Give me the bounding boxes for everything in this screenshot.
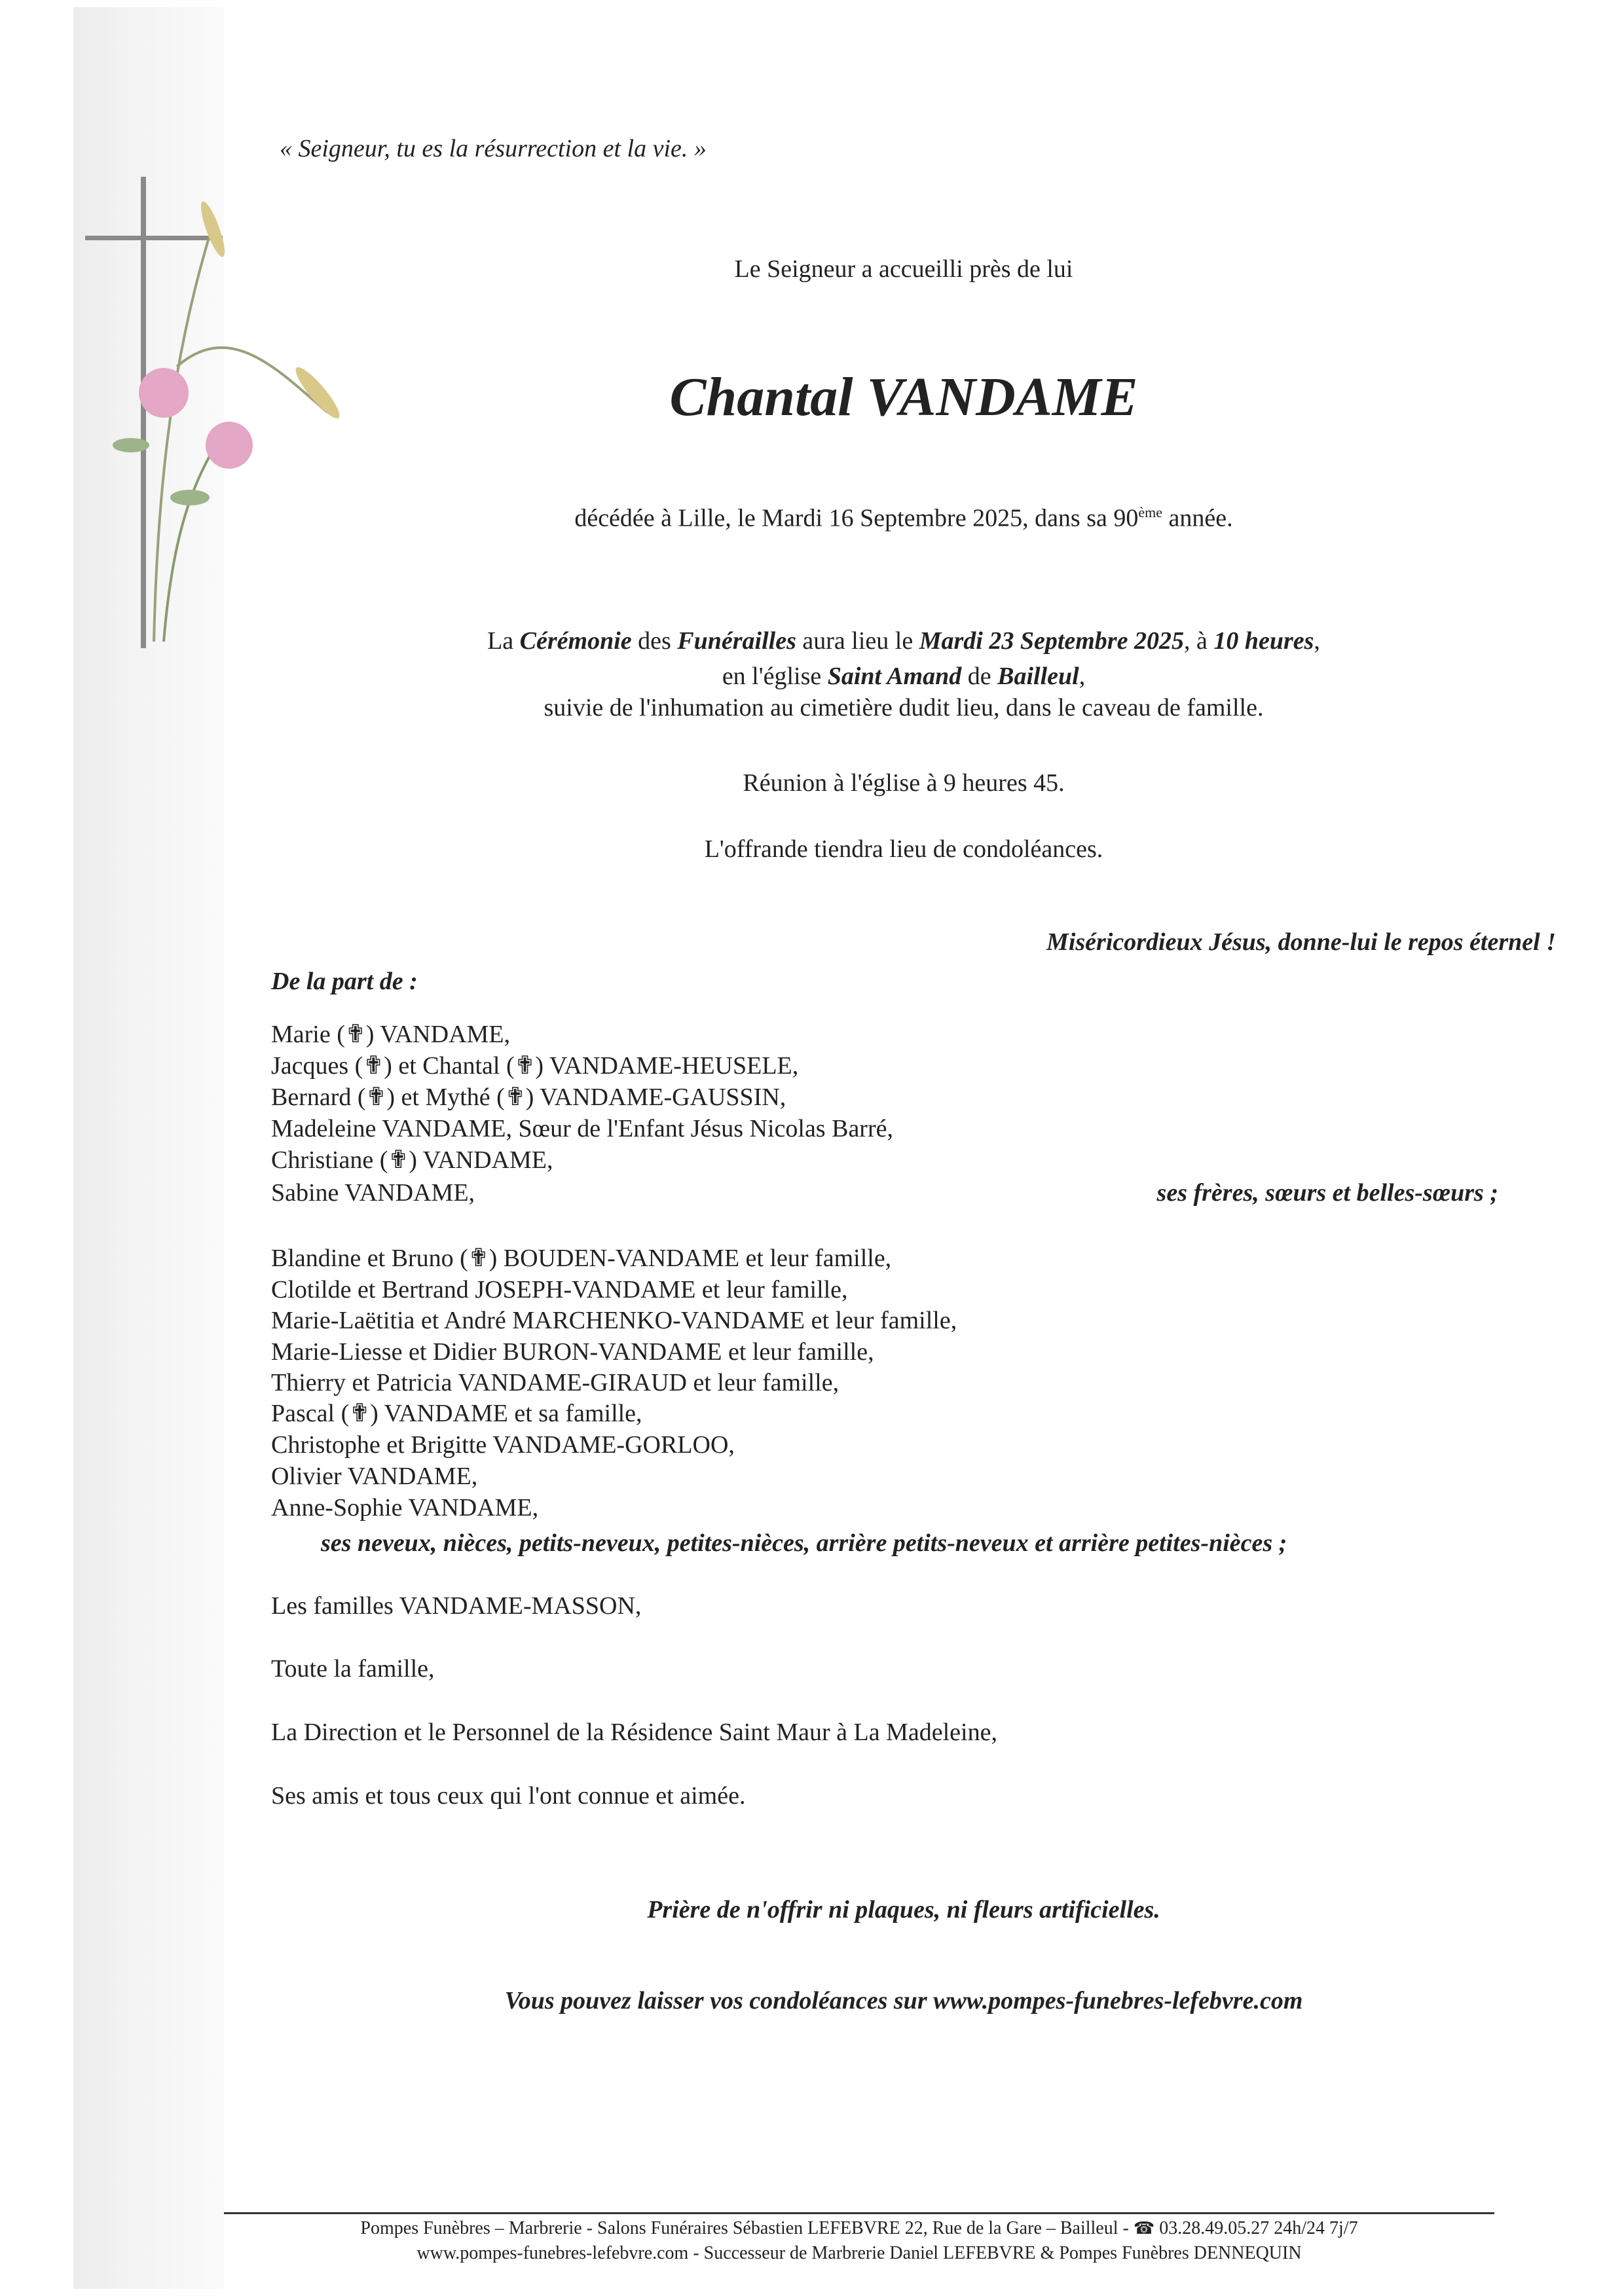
death-sup: ème xyxy=(1138,504,1163,520)
other-mourner: La Direction et le Personnel de la Résidence Saint Maur à La Madeleine, xyxy=(271,1719,997,1746)
text: de xyxy=(961,663,998,690)
other-mourner: Les familles VANDAME-MASSON, xyxy=(271,1592,642,1620)
footer-address: Pompes Funèbres – Marbrerie - Salons Funéraires Sébastien LEFEBVRE 22, Rue de la Gare – Bailleul - xyxy=(360,2218,1134,2238)
death-text: décédée à Lille, le Mardi 16 Septembre 2025, dans sa 90 xyxy=(574,504,1139,532)
reunion-line: Réunion à l'église à 9 heures 45. xyxy=(743,769,1065,797)
other-mourner: Toute la famille, xyxy=(271,1655,435,1683)
sibling-item: Sabine VANDAME, xyxy=(271,1179,475,1207)
footer-rule xyxy=(224,2212,1494,2214)
phone-icon: ☎ xyxy=(1133,2219,1155,2238)
sibling-item: Madeleine VANDAME, Sœur de l'Enfant Jésus Nicolas Barré, xyxy=(271,1115,893,1142)
other-mourner: Ses amis et tous ceux qui l'ont connue et aimée. xyxy=(271,1782,746,1810)
nephew-item: Blandine et Bruno (✟) BOUDEN-VANDAME et leur famille, xyxy=(271,1245,892,1272)
nephew-item: Christophe et Brigitte VANDAME-GORLOO, xyxy=(271,1431,735,1459)
wheat-stem xyxy=(154,236,210,642)
church-name: Saint Amand xyxy=(827,663,962,690)
scripture-quote: « Seigneur, tu es la résurrection et la vie. » xyxy=(280,135,707,162)
text: aura lieu le xyxy=(796,627,919,655)
from-label: De la part de : xyxy=(271,968,418,995)
text: , xyxy=(1079,663,1086,690)
offrande-line: L'offrande tiendra lieu de condoléances. xyxy=(704,835,1103,863)
town-name: Bailleul xyxy=(997,663,1079,690)
text: Funérailles xyxy=(677,627,796,655)
footer-line-2: www.pompes-funebres-lefebvre.com - Successeur de Marbrerie Daniel LEFEBVRE & Pompes Funèbres DENNEQUIN xyxy=(416,2243,1302,2263)
nephew-item: Clotilde et Bertrand JOSEPH-VANDAME et leur famille, xyxy=(271,1276,848,1303)
ceremony-date: Mardi 23 Septembre 2025 xyxy=(919,627,1184,655)
nephew-item: Olivier VANDAME, xyxy=(271,1463,478,1490)
ceremony-line-1 xyxy=(249,629,1559,653)
text: , xyxy=(1314,627,1320,655)
condolences-line: Vous pouvez laisser vos condoléances sur www.pompes-funebres-lefebvre.com xyxy=(504,1987,1303,2014)
text: des xyxy=(631,627,678,655)
pink-flower xyxy=(139,368,189,418)
death-end: année. xyxy=(1162,504,1233,532)
siblings-label: ses frères, sœurs et belles-sœurs ; xyxy=(1156,1179,1498,1207)
intro-line: Le Seigneur a accueilli près de lui xyxy=(734,255,1073,283)
death-line xyxy=(249,505,1559,531)
prayer-line: Miséricordieux Jésus, donne-lui le repos éternel ! xyxy=(1046,928,1556,956)
text: Cérémonie xyxy=(519,627,632,655)
ceremony-time: 10 heures xyxy=(1213,627,1314,655)
nephew-item: Pascal (✟) VANDAME et sa famille, xyxy=(271,1400,642,1427)
sibling-item: Christiane (✟) VANDAME, xyxy=(271,1146,553,1174)
text: en l'église xyxy=(722,663,828,690)
ceremony-line-3: suivie de l'inhumation au cimetière dudit lieu, dans le caveau de famille. xyxy=(544,694,1264,721)
no-flowers-request: Prière de n'offrir ni plaques, ni fleurs artificielles. xyxy=(647,1896,1160,1923)
footer-line-1 xyxy=(224,2218,1494,2239)
sibling-item: Bernard (✟) et Mythé (✟) VANDAME-GAUSSIN, xyxy=(271,1084,786,1111)
sibling-item: Marie (✟) VANDAME, xyxy=(271,1021,511,1048)
sibling-item: Jacques (✟) et Chantal (✟) VANDAME-HEUSELE, xyxy=(271,1052,799,1080)
wheat-ear xyxy=(196,199,229,259)
footer-phone: 03.28.49.05.27 24h/24 7j/7 xyxy=(1154,2218,1358,2238)
nephew-item: Anne-Sophie VANDAME, xyxy=(271,1494,539,1522)
nephew-item: Marie-Laëtitia et André MARCHENKO-VANDAME et leur famille, xyxy=(271,1307,957,1334)
nephew-item: Thierry et Patricia VANDAME-GIRAUD et leur famille, xyxy=(271,1369,840,1396)
nephews-label: ses neveux, nièces, petits-neveux, petites-nièces, arrière petits-neveux et arrière petites-nièces ; xyxy=(321,1529,1287,1557)
text: La xyxy=(487,627,520,655)
ceremony-line-2 xyxy=(249,664,1559,689)
cross-horizontal xyxy=(85,236,223,240)
pink-flower xyxy=(206,422,253,469)
deceased-name: Chantal VANDAME xyxy=(669,367,1138,428)
cross-vertical xyxy=(141,177,146,648)
text: , à xyxy=(1183,627,1214,655)
nephew-item: Marie-Liesse et Didier BURON-VANDAME et leur famille, xyxy=(271,1338,874,1366)
